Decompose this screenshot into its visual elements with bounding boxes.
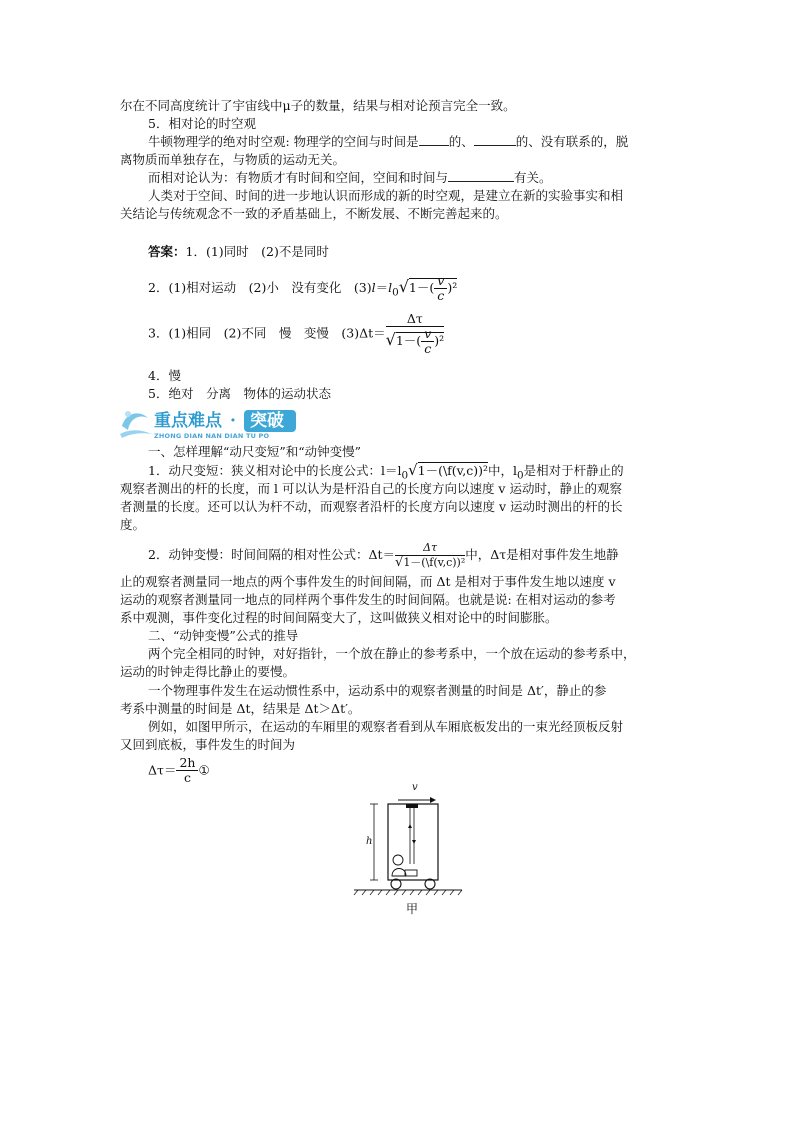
part2-p3: 例如，如图甲所示，在运动的车厢里的观察者看到从车厢底板发出的一束光经顶板反射 [148, 719, 624, 734]
arrow-down-icon [412, 840, 416, 844]
fill-blank[interactable] [419, 133, 449, 146]
arrow-up-icon [408, 824, 412, 828]
text: 是相对于杆静止的 [523, 463, 624, 478]
var-l0: l [388, 280, 393, 295]
num: Δτ [395, 541, 465, 556]
text: 1．动尺变短：狭义相对论中的长度公式：l＝l [148, 463, 402, 478]
text: 牛顿物理学的绝对时空观: 物理学的空间与时间是 [148, 134, 419, 149]
paragraph-newton-cont: 离物质而单独存在，与物质的运动无关。 [120, 152, 346, 167]
text: )² [434, 333, 445, 348]
sqrt-body [395, 326, 445, 356]
part2-p1-line2: 运动的时钟走得比静止的要慢。 [120, 664, 296, 679]
observer-icon [392, 855, 417, 876]
fill-blank[interactable] [448, 169, 514, 182]
ground-hatching [354, 890, 462, 895]
part1-p1-line3: 者测量的长度。还可以认为杆不动，而观察者沿杆的长度方向以速度 v 运动时测出的杆的长 [120, 499, 623, 514]
part2-p2: 一个物理事件发生在运动惯性系中，运动系中的观察者测量的时间是 Δt′，静止的参 [148, 683, 607, 698]
den-sqrt [386, 327, 445, 356]
answer-5: 5．绝对 分离 物体的运动状态 [148, 386, 331, 401]
equation-1 [148, 756, 210, 785]
den: c [424, 341, 432, 356]
text: 的、 [448, 134, 474, 149]
paragraph-spacetime: 人类对于空间、时间的进一步地认识而形成的新的时空观，是建立在新的实验事实和相 [148, 188, 624, 203]
part2-heading: 二、“动钟变慢”公式的推导 [148, 628, 299, 643]
num: v [421, 327, 434, 342]
answer-2 [148, 274, 457, 304]
section-banner [118, 404, 318, 442]
text: Δt＝ [359, 325, 386, 341]
text: 中，Δτ是相对事件发生地静 [465, 547, 619, 562]
text: 2．动钟变慢：时间间隔的相对性公式：Δt＝ [148, 547, 396, 562]
part1-heading: 一、怎样理解“动尺变短”和“动钟变慢” [148, 444, 362, 459]
banner-swirl-icon [120, 411, 152, 438]
answer-3 [148, 312, 444, 356]
train-car-diagram [350, 780, 470, 920]
fill-blank[interactable] [474, 133, 516, 146]
sqrt-body: 1－(\f(v,c))² [417, 463, 489, 478]
frac-2h-c [176, 756, 198, 785]
sqrt-sign: √ [385, 330, 396, 349]
answer-1 [148, 243, 329, 261]
mirror-icon [406, 804, 418, 808]
den [395, 556, 465, 570]
sqrt-body [408, 273, 458, 303]
sub: 0 [517, 469, 524, 482]
eq-mark: ① [198, 762, 210, 778]
part1-p2-line3: 运动的观察者测量同一地点的同样两个事件发生的时间间隔。也就是说: 在相对运动的参考 [120, 592, 616, 607]
frac-v-c [421, 327, 434, 356]
figure-train-car [350, 780, 470, 920]
den: c [183, 770, 191, 785]
part1-p2-line2: 止的观察者测量同一地点的两个事件发生的时间间隔，而 Δt 是相对于事件发生地以速度 v [120, 574, 616, 589]
part1-p1-line4: 度。 [120, 517, 146, 532]
section-5-heading: 5．相对论的时空观 [148, 116, 256, 131]
sub: 0 [401, 469, 409, 482]
sqrt-sign: √ [408, 461, 418, 479]
text: 2．(1)相对运动 (2)小 没有变化 (3) [148, 280, 372, 295]
paragraph-relativity [148, 169, 552, 187]
text: ＝ [375, 280, 389, 295]
part2-p1: 两个完全相同的时钟，对好指针，一个放在静止的参考系中，一个放在运动的参考系中， [148, 646, 636, 661]
den: c [437, 288, 445, 303]
banner-pinyin: ZHONG DIAN NAN DIAN TU PO [154, 432, 270, 440]
height-label: h [366, 836, 373, 847]
banner-tag: 突破 [250, 411, 284, 431]
text: 而相对论认为：有物质才有时间和空间，空间和时间与 [148, 170, 449, 185]
text: 中，l [488, 463, 518, 478]
sub: 0 [392, 286, 399, 299]
frac-dt [386, 312, 445, 356]
part1-p1-line2: 观察者测出的杆的长度，而 l 可以认为是杆沿自己的长度方向以速度 v 运动时，静止的观察 [120, 481, 622, 496]
part2-p2-line2: 考系中测量的时间是 Δt，结果是 Δt＞Δt′。 [120, 701, 361, 716]
text: 有关。 [514, 170, 552, 185]
text: 1－( [408, 280, 435, 295]
paragraph-spacetime-cont: 关结论与传统观念不一致的矛盾基础上，不断发展、不断完善起来的。 [120, 206, 508, 221]
num: v [434, 274, 447, 289]
sqrt-sign: √ [398, 277, 409, 296]
velocity-label: v [412, 782, 418, 793]
text: )² [447, 280, 458, 295]
arrowhead-icon [430, 797, 436, 803]
text: Δτ＝ [148, 762, 177, 778]
text: 1．(1)同时 (2)不是同时 [185, 244, 329, 259]
answer-4: 4．慢 [148, 368, 181, 383]
text: 的、没有联系的，脱 [515, 134, 629, 149]
answer-label: 答案： [148, 244, 186, 259]
var-l: l [371, 280, 376, 295]
sqrt-sign: √ [395, 555, 404, 570]
part1-p2-line4: 系中观测，事件变化过程的时间间隔变大了，这叫做狭义相对论中的时间膨胀。 [120, 610, 558, 625]
part1-p2 [148, 541, 619, 570]
part2-p3-line2: 又回到底板，事件发生的时间为 [120, 737, 296, 752]
num: Δτ [386, 312, 445, 327]
num: 2h [176, 756, 198, 771]
banner-dot: · [230, 411, 236, 431]
text: 1－( [395, 333, 422, 348]
paragraph-newton [148, 133, 628, 151]
sqrt-body: 1－(\f(v,c))² [403, 556, 466, 569]
text: 3．(1)相同 (2)不同 慢 变慢 (3) [148, 325, 360, 341]
figure-caption: 甲 [406, 902, 419, 916]
frac-v-c [434, 274, 447, 303]
intro-line: 尔在不同高度统计了宇宙线中μ子的数量，结果与相对论预言完全一致。 [120, 98, 516, 113]
banner-title: 重点难点 [154, 411, 222, 431]
frac-dilation [395, 541, 465, 570]
